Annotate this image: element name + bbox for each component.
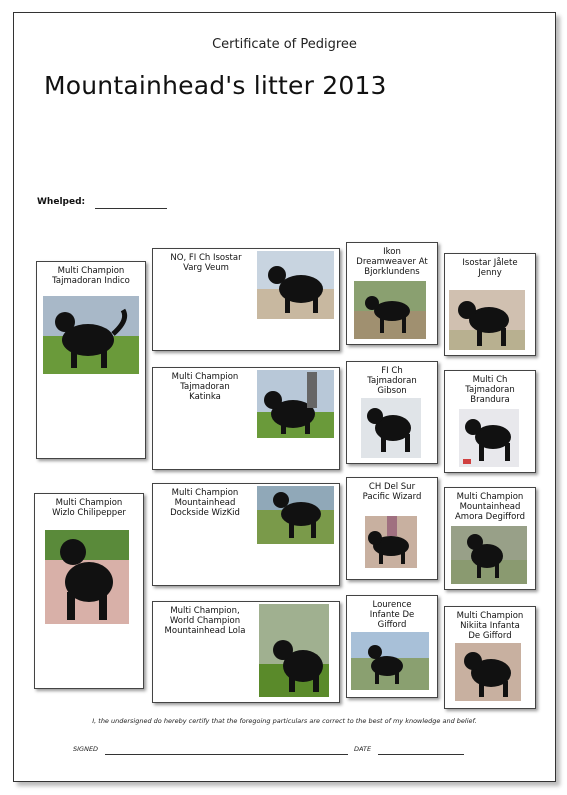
great-grandparent-box	[346, 595, 438, 698]
great-grandparent-name: FI Ch Tajmadoran Gibson	[367, 366, 417, 396]
great-grandparent-box	[444, 370, 536, 473]
dog-photo-icon	[451, 526, 527, 584]
grandparent-box	[152, 483, 340, 586]
signed-label: SIGNED	[73, 745, 99, 753]
great-grandparent-name: CH Del Sur Pacific Wizard	[362, 482, 422, 502]
grandparent-name: NO, FI Ch Isostar Varg Veum	[170, 253, 242, 273]
great-grandparent-name: Multi Ch Tajmadoran Brandura	[465, 375, 515, 405]
grandparent-name: Multi Champion, World Champion Mountainhead Lola	[164, 606, 246, 636]
dog-photo-icon	[257, 486, 334, 544]
great-grandparent-box	[444, 487, 536, 590]
grandparent-box	[152, 601, 340, 703]
certificate-title: Certificate of Pedigree	[212, 37, 357, 52]
dog-photo-icon	[449, 290, 525, 350]
great-grandparent-box	[346, 361, 438, 464]
dog-photo-icon	[459, 409, 519, 467]
great-grandparent-box	[346, 242, 438, 345]
date-label: DATE	[354, 745, 372, 753]
great-grandparent-name: Multi Champion Nikiita Infanta De Gifford	[456, 611, 524, 641]
dog-photo-icon	[351, 632, 429, 690]
great-grandparent-name: Ikon Dreamweaver At Bjorklundens	[356, 247, 428, 277]
dam-box	[34, 493, 144, 689]
whelped-label: Whelped:	[37, 197, 86, 207]
date-field	[378, 754, 464, 755]
pedigree-certificate	[13, 12, 556, 782]
grandparent-box	[152, 367, 340, 470]
dog-photo-icon	[257, 251, 334, 319]
sire-box	[36, 261, 146, 459]
grandparent-box	[152, 248, 340, 351]
dog-photo-icon	[365, 516, 417, 568]
grandparent-name: Multi Champion Tajmadoran Katinka	[171, 372, 239, 402]
dog-photo-icon	[43, 296, 139, 374]
certification-statement: I, the undersigned do hereby certify that the foregoing particulars are correct to the best of my knowledge and belief.	[92, 717, 477, 725]
dog-photo-icon	[259, 604, 329, 697]
dog-photo-icon	[257, 370, 334, 438]
great-grandparent-name: Isostar Jålete Jenny	[462, 258, 518, 278]
litter-title: Mountainhead's litter 2013	[44, 71, 387, 100]
great-grandparent-name: Multi Champion Mountainhead Amora Degifford	[454, 492, 526, 522]
great-grandparent-box	[346, 477, 438, 580]
sire-name: Multi Champion Tajmadoran Indico	[52, 266, 130, 286]
dam-name: Multi Champion Wizlo Chilipepper	[52, 498, 126, 518]
dog-photo-icon	[455, 643, 521, 701]
great-grandparent-name: Lourence Infante De Gifford	[369, 600, 415, 630]
great-grandparent-box	[444, 253, 536, 356]
whelped-date-field	[95, 208, 167, 209]
grandparent-name: Multi Champion Mountainhead Dockside WizKid	[170, 488, 240, 518]
dog-photo-icon	[361, 398, 421, 458]
great-grandparent-box	[444, 606, 536, 709]
dog-photo-icon	[354, 281, 426, 339]
signature-field	[105, 754, 348, 755]
dog-photo-icon	[45, 530, 129, 624]
